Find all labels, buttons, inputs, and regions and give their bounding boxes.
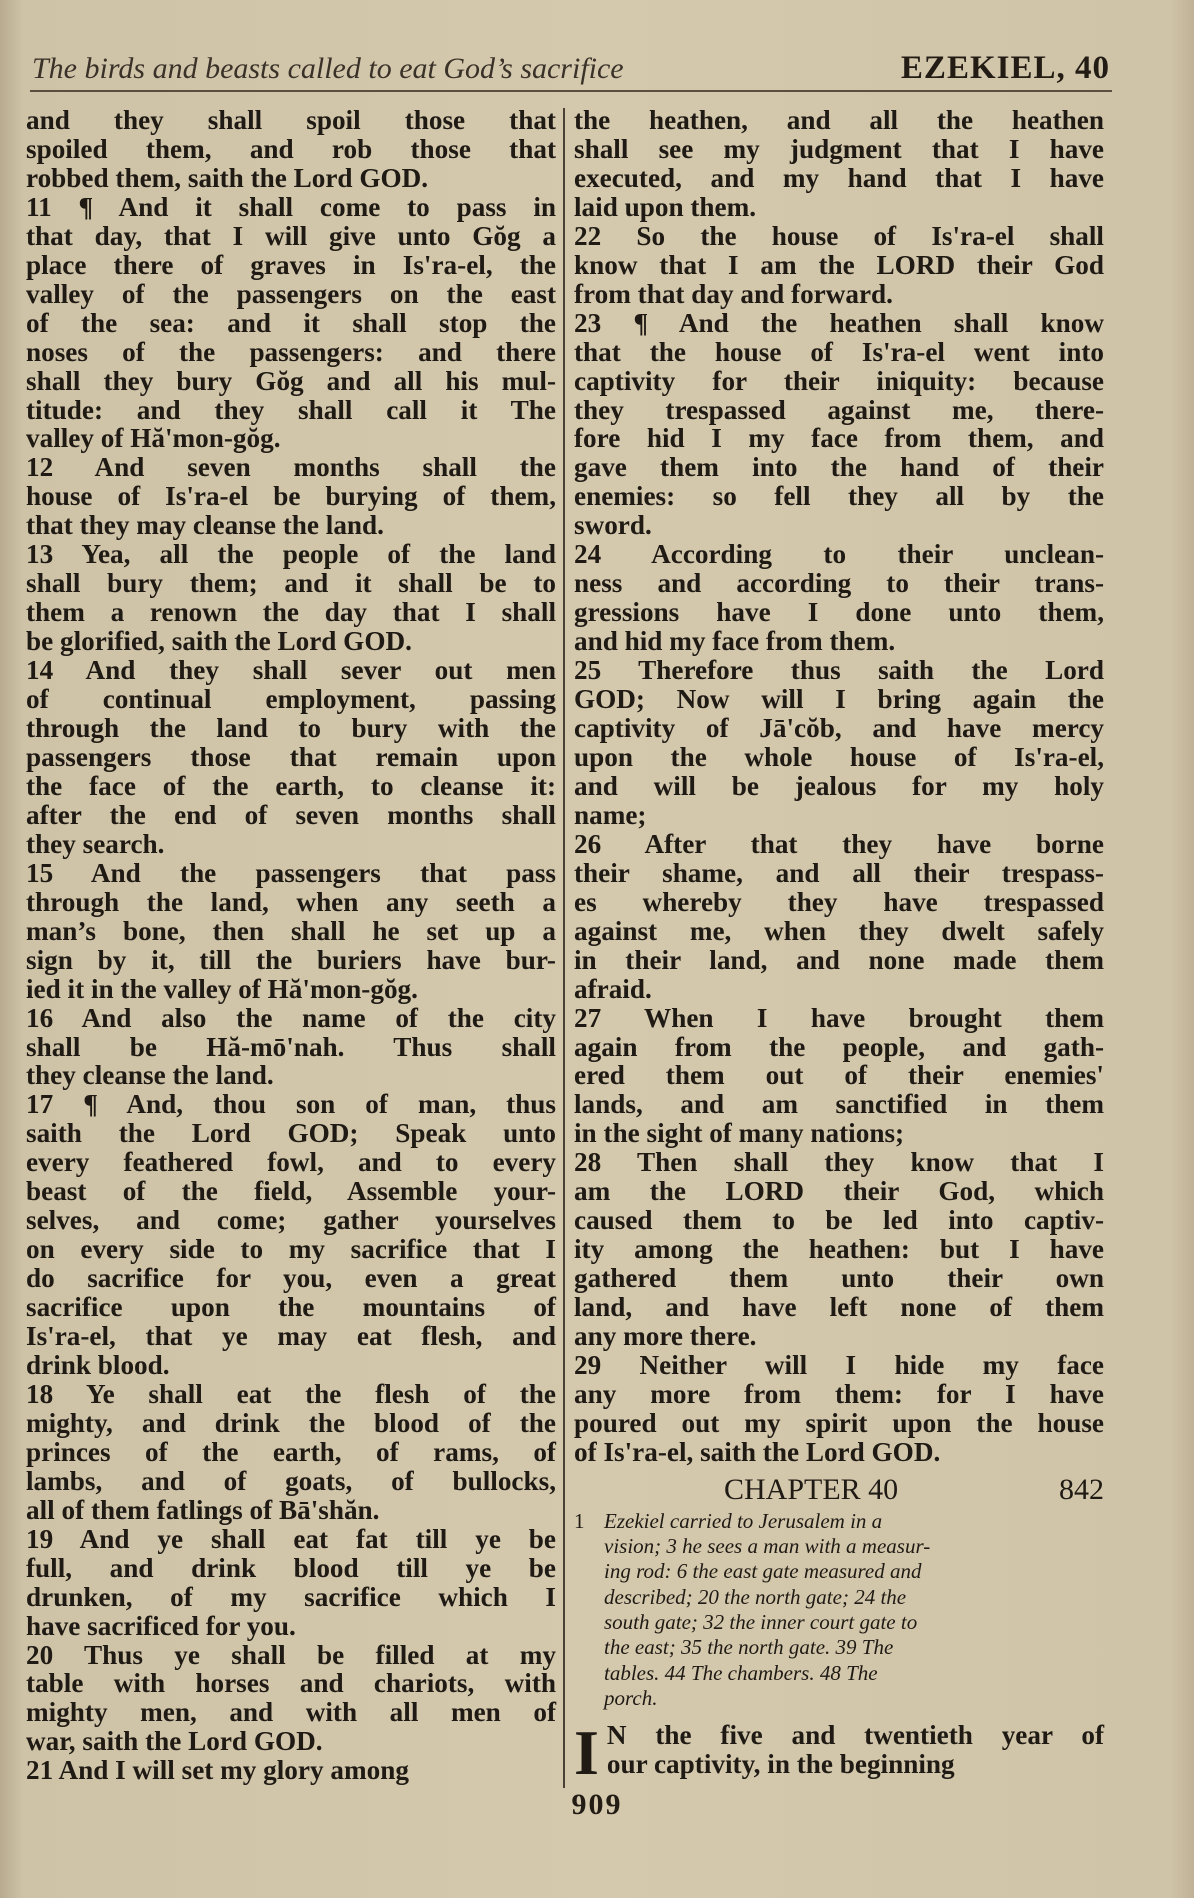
text-line: 29 Neither will I hide my face	[574, 1349, 1104, 1380]
text-line: man’s bone, then shall he set up a	[26, 915, 556, 946]
summary-text: Ezekiel carried to Jerusalem in a	[604, 1508, 883, 1533]
text-line: gressions have I done unto them,	[574, 597, 1104, 628]
text-line: shall see my judgment that I have	[574, 133, 1104, 164]
text-line: 12 And seven months shall the	[26, 452, 556, 483]
text-line: 27 When I have brought them	[574, 1002, 1104, 1033]
text-line: of continual employment, passing	[26, 684, 556, 715]
text-line: 26 After that they have borne	[574, 828, 1104, 859]
summary-verse-number: 1	[574, 1508, 585, 1533]
text-line: beast of the field, Assemble your-	[26, 1176, 556, 1207]
text-line: of the sea: and it shall stop the	[26, 307, 556, 338]
drop-cap: I	[574, 1717, 599, 1789]
text-line: our captivity, in the beginning	[606, 1749, 955, 1780]
text-line: they search.	[26, 828, 165, 859]
text-line: princes of the earth, of rams, of	[26, 1436, 556, 1467]
text-line: 13 Yea, all the people of the land	[26, 539, 556, 570]
text-line: 24 According to their unclean-	[574, 539, 1104, 570]
text-line: war, saith the Lord GOD.	[26, 1726, 323, 1757]
text-line: GOD; Now will I bring again the	[574, 684, 1104, 715]
text-line: that they may cleanse the land.	[26, 510, 384, 541]
text-line: noses of the passengers: and there	[26, 336, 556, 367]
text-line: robbed them, saith the Lord GOD.	[26, 162, 429, 193]
summary-line	[574, 1585, 1104, 1610]
text-line: ity among the heathen: but I have	[574, 1234, 1104, 1265]
text-line: caused them to be led into captiv-	[574, 1205, 1104, 1236]
left-column	[26, 106, 556, 1785]
text-line: through the land, when any seeth a	[26, 886, 556, 917]
summary-text: the east; 35 the north gate. 39 The	[604, 1635, 894, 1660]
text-line: in their land, and none made them	[574, 944, 1104, 975]
text-line: 17 ¶ And, thou son of man, thus	[26, 1089, 556, 1120]
text-line: them a renown the day that I shall	[26, 597, 556, 628]
summary-line	[574, 1509, 1104, 1534]
text-line: lambs, and of goats, of bullocks,	[26, 1465, 556, 1496]
text-line: place there of graves in Is'ra-el, the	[26, 249, 556, 280]
text-line: they trespassed against me, there-	[574, 394, 1104, 425]
text-line: that day, that I will give unto Gŏg a	[26, 220, 556, 251]
summary-text: porch.	[604, 1685, 658, 1710]
chapter-summary	[574, 1509, 1104, 1711]
right-column	[574, 105, 1104, 1789]
text-line: the face of the earth, to cleanse it:	[26, 770, 556, 801]
text-line: executed, and my hand that I have	[574, 162, 1104, 193]
text-line: 16 And also the name of the city	[26, 1002, 556, 1033]
summary-text: vision; 3 he sees a man with a measur-	[604, 1534, 931, 1559]
text-line: drunken, of my sacrifice which I	[26, 1581, 556, 1612]
text-line: know that I am the LORD their God	[574, 249, 1104, 280]
text-line: enemies: so fell they all by the	[574, 481, 1104, 512]
text-line: from that day and forward.	[574, 278, 893, 309]
text-line: 28 Then shall they know that I	[574, 1147, 1104, 1178]
text-line: saith the Lord GOD; Speak unto	[26, 1118, 556, 1149]
text-line: every feathered fowl, and to every	[26, 1147, 556, 1178]
text-line: all of them fatlings of Bā'shăn.	[26, 1494, 380, 1525]
book-chapter-heading: EZEKIEL, 40	[900, 50, 1110, 86]
page-number: 909	[571, 1788, 623, 1821]
text-line: 11 ¶ And it shall come to pass in	[26, 191, 556, 222]
text-line: sacrifice upon the mountains of	[26, 1292, 556, 1323]
text-line: fore hid I my face from them, and	[574, 423, 1104, 454]
text-line: poured out my spirit upon the house	[574, 1407, 1104, 1438]
text-line: passengers those that remain upon	[26, 741, 556, 772]
text-line: es whereby they have trespassed	[574, 886, 1104, 917]
text-line: on every side to my sacrifice that I	[26, 1234, 556, 1265]
text-line: table with horses and chariots, with	[26, 1668, 556, 1699]
text-line: be glorified, saith the Lord GOD.	[26, 626, 412, 657]
text-line: they cleanse the land.	[26, 1060, 274, 1091]
text-line: of Is'ra-el, saith the Lord GOD.	[574, 1436, 941, 1467]
right-column-verses	[574, 106, 1104, 1467]
text-line: do sacrifice for you, even a great	[26, 1263, 556, 1294]
summary-line	[574, 1635, 1104, 1660]
text-line: 23 ¶ And the heathen shall know	[574, 307, 1104, 338]
text-line: shall bury them; and it shall be to	[26, 568, 556, 599]
text-line: captivity for their iniquity: because	[574, 365, 1104, 396]
text-line: titude: and they shall call it The	[26, 394, 556, 425]
text-line: sword.	[574, 510, 652, 541]
text-line: 21 And I will set my glory among	[26, 1755, 409, 1786]
text-line: name;	[574, 799, 647, 830]
summary-line	[574, 1610, 1104, 1635]
text-line: 20 Thus ye shall be filled at my	[26, 1639, 556, 1670]
text-line: valley of Hă'mon-gŏg.	[26, 423, 281, 454]
text-line: captivity of Jā'cŏb, and have mercy	[574, 713, 1104, 744]
verse-1-text	[574, 1717, 1104, 1789]
text-line: am the LORD their God, which	[574, 1176, 1104, 1207]
text-line: 25 Therefore thus saith the Lord	[574, 655, 1104, 686]
text-line: 22 So the house of Is'ra-el shall	[574, 220, 1104, 251]
summary-text: described; 20 the north gate; 24 the	[604, 1584, 907, 1609]
summary-line	[574, 1686, 1104, 1711]
text-line: N the five and twentieth year of	[606, 1720, 1104, 1751]
text-line: any more from them: for I have	[574, 1378, 1104, 1409]
text-line: shall they bury Gŏg and all his mul-	[26, 365, 556, 396]
summary-text: south gate; 32 the inner court gate to	[604, 1609, 918, 1634]
text-line: ered them out of their enemies'	[574, 1060, 1104, 1091]
text-line: full, and drink blood till ye be	[26, 1552, 556, 1583]
text-line: selves, and come; gather yourselves	[26, 1205, 556, 1236]
text-line: and will be jealous for my holy	[574, 770, 1104, 801]
text-line: mighty men, and with all men of	[26, 1697, 556, 1728]
text-line: mighty, and drink the blood of the	[26, 1407, 556, 1438]
text-line: and they shall spoil those that	[26, 105, 556, 135]
text-line: shall be Hă-mō'nah. Thus shall	[26, 1031, 556, 1062]
text-line: their shame, and all their trespass-	[574, 857, 1104, 888]
header-rule	[30, 90, 1112, 92]
text-line: 14 And they shall sever out men	[26, 655, 556, 686]
chapter-title: CHAPTER 40	[724, 1472, 899, 1506]
text-line: ied it in the valley of Hă'mon-gŏg.	[26, 973, 418, 1004]
text-line: that the house of Is'ra-el went into	[574, 336, 1104, 367]
text-line: through the land to bury with the	[26, 713, 556, 744]
text-line: against me, when they dwelt safely	[574, 915, 1104, 946]
summary-text: ing rod: 6 the east gate measured and	[604, 1559, 922, 1584]
summary-line	[574, 1559, 1104, 1584]
text-line: ness and according to their trans-	[574, 568, 1104, 599]
text-line: house of Is'ra-el be burying of them,	[26, 481, 556, 512]
text-line: Is'ra-el, that ye may eat flesh, and	[26, 1321, 556, 1352]
text-line: and hid my face from them.	[574, 626, 896, 657]
text-line: spoiled them, and rob those that	[26, 133, 556, 164]
text-line: again from the people, and gath-	[574, 1031, 1104, 1062]
text-line: land, and have left none of them	[574, 1292, 1104, 1323]
verse-1	[574, 1717, 1104, 1789]
text-line: after the end of seven months shall	[26, 799, 556, 830]
text-line: drink blood.	[26, 1349, 170, 1380]
text-line: in the sight of many nations;	[574, 1118, 905, 1149]
text-line: laid upon them.	[574, 191, 757, 222]
text-line: have sacrificed for you.	[26, 1610, 296, 1641]
summary-text: tables. 44 The chambers. 48 The	[604, 1660, 878, 1685]
text-line: lands, and am sanctified in them	[574, 1089, 1104, 1120]
running-title: The birds and beasts called to eat God’s sacrifice	[32, 52, 624, 85]
chapter-heading	[574, 1473, 1104, 1507]
text-line: sign by it, till the buriers have bur-	[26, 944, 556, 975]
text-line: gathered them unto their own	[574, 1263, 1104, 1294]
text-line: afraid.	[574, 973, 652, 1004]
text-line: 18 Ye shall eat the flesh of the	[26, 1378, 556, 1409]
text-line: any more there.	[574, 1321, 757, 1352]
text-line: gave them into the hand of their	[574, 452, 1104, 483]
summary-line	[574, 1534, 1104, 1559]
text-line: upon the whole house of Is'ra-el,	[574, 741, 1104, 772]
text-line: 19 And ye shall eat fat till ye be	[26, 1523, 556, 1554]
text-line: the heathen, and all the heathen	[574, 105, 1104, 135]
chapter-page-ref: 842	[1059, 1472, 1104, 1506]
column-rule	[563, 108, 565, 1788]
text-line: valley of the passengers on the east	[26, 278, 556, 309]
summary-line	[574, 1661, 1104, 1686]
text-line: 15 And the passengers that pass	[26, 857, 556, 888]
